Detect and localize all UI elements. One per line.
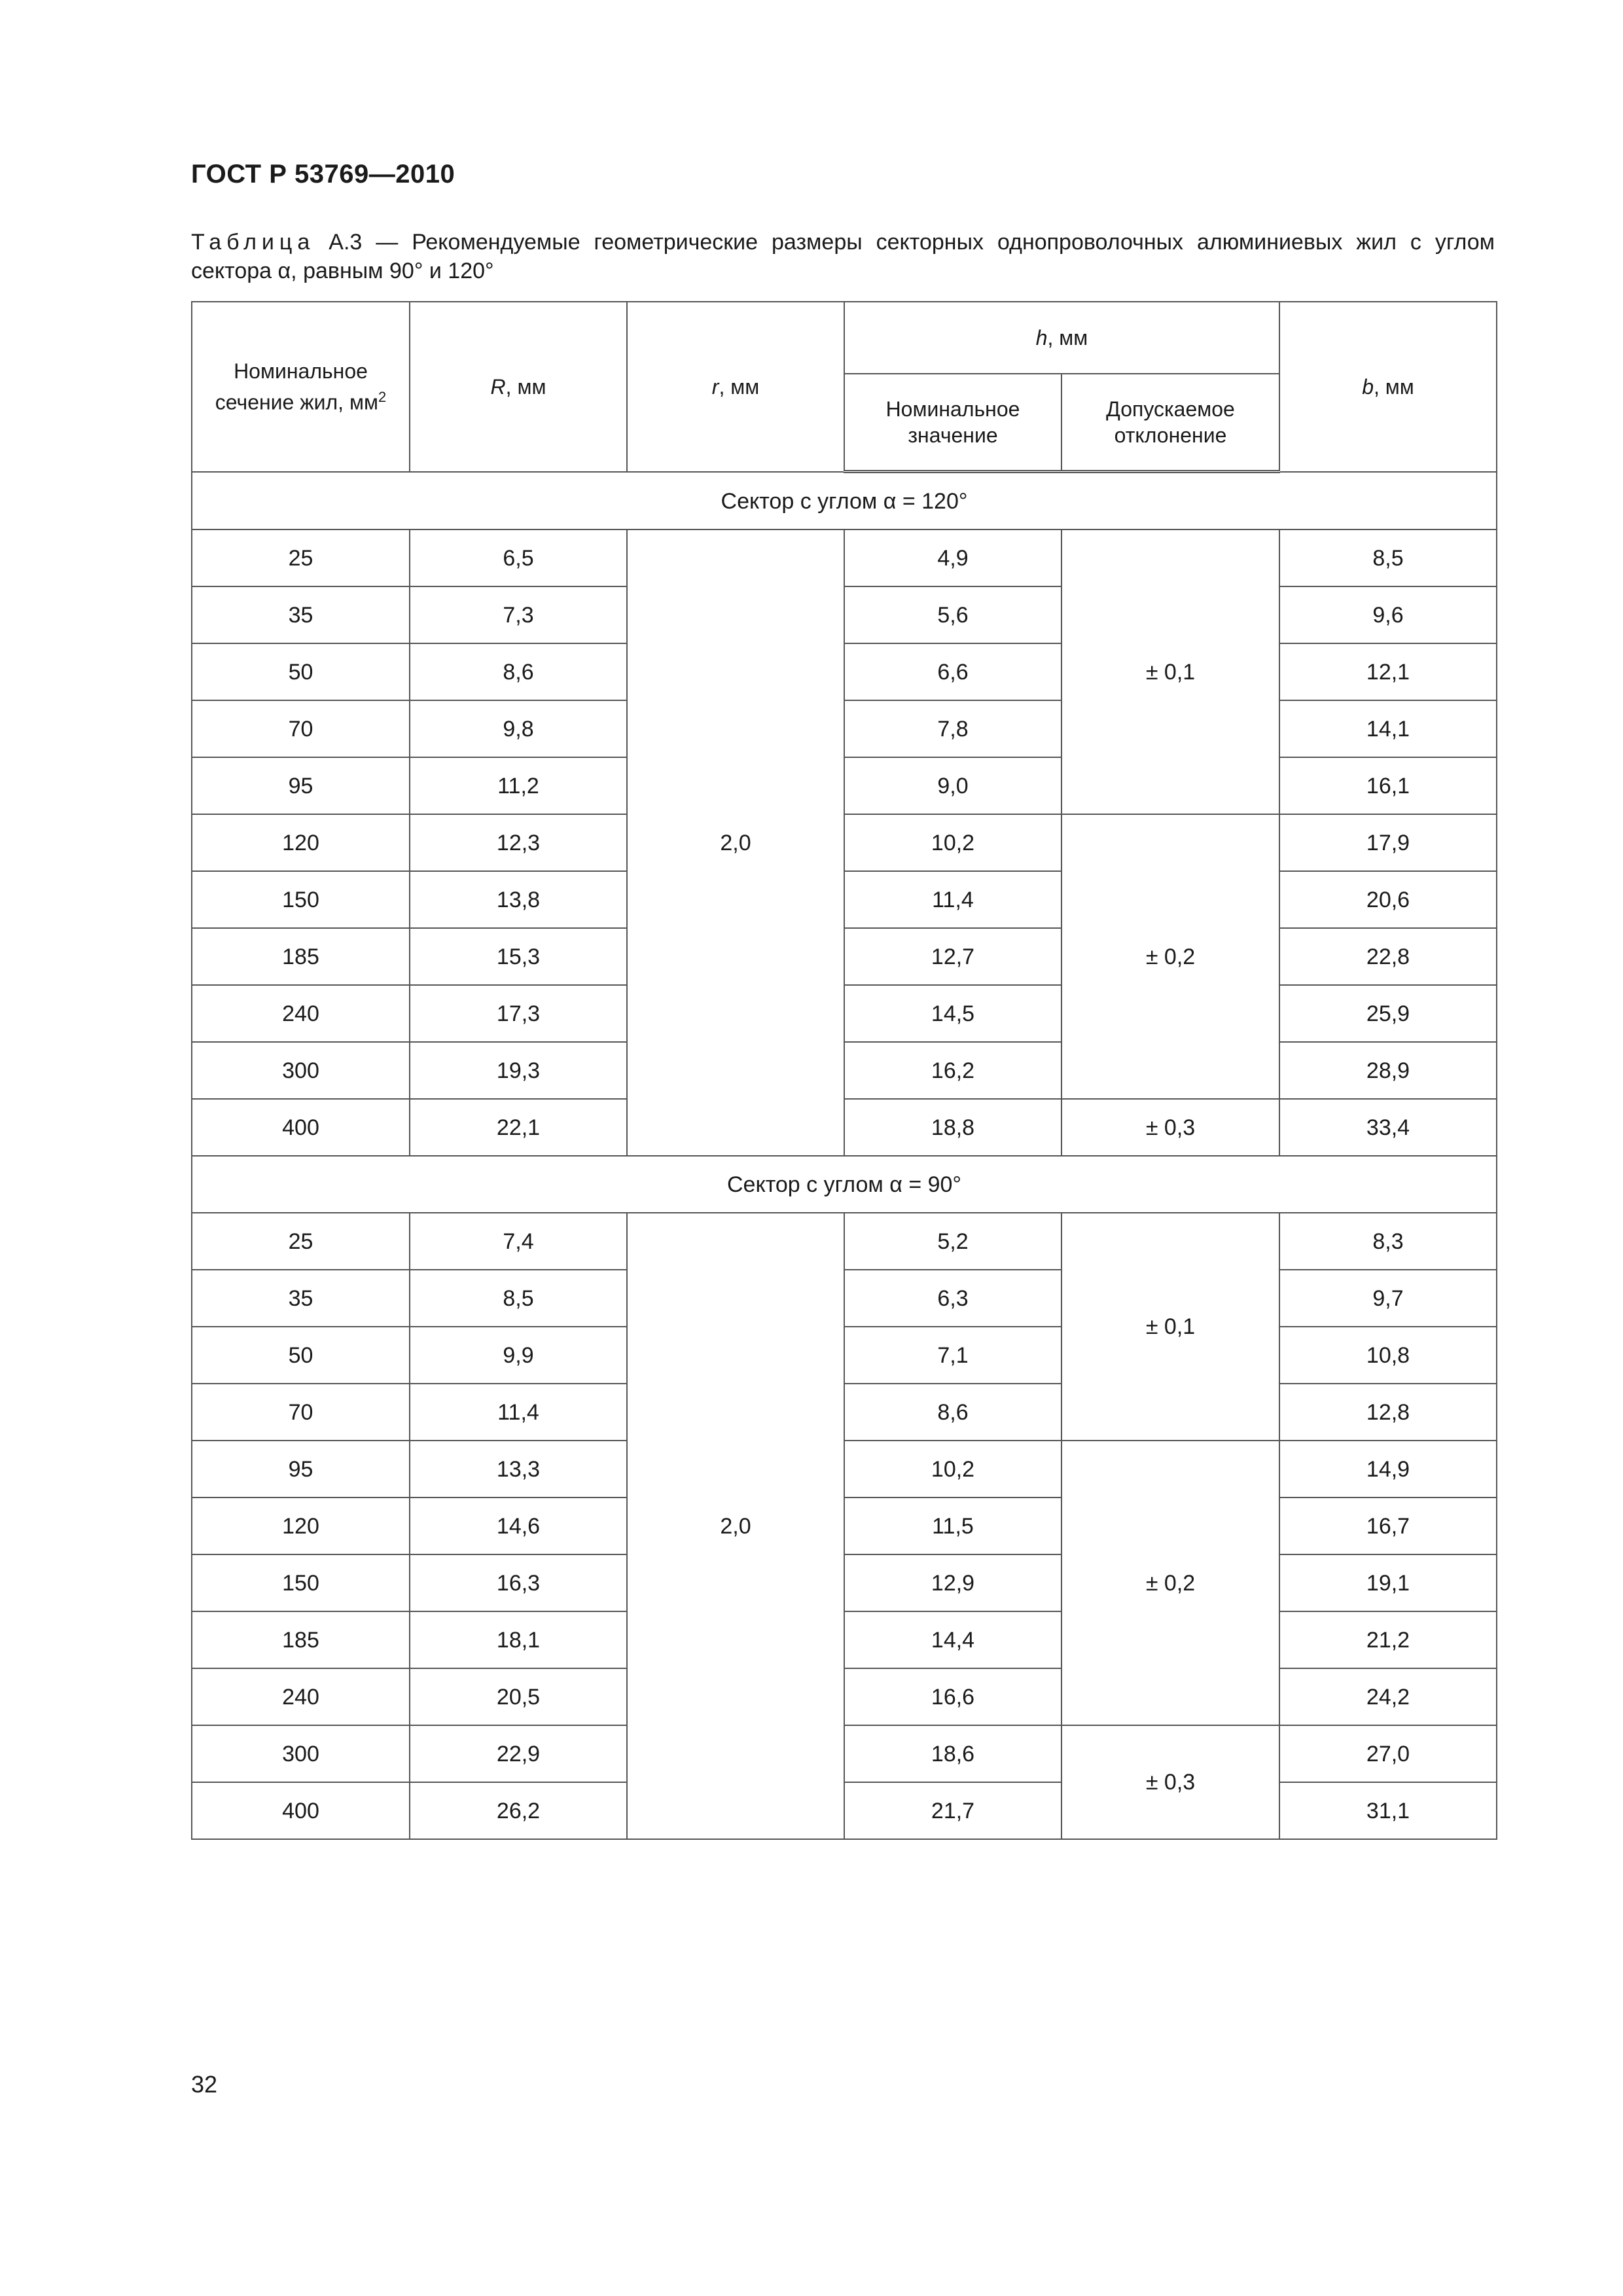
cell-b: 22,8 xyxy=(1279,928,1497,985)
cell-h-nominal: 6,3 xyxy=(844,1270,1061,1327)
cell-section: 300 xyxy=(192,1725,410,1782)
cell-section: 120 xyxy=(192,814,410,871)
cell-section: 25 xyxy=(192,529,410,586)
table-row xyxy=(192,1668,1497,1725)
cell-h-nominal: 10,2 xyxy=(844,814,1061,871)
cell-h-nominal: 14,5 xyxy=(844,985,1061,1042)
cell-R: 16,3 xyxy=(410,1554,627,1611)
table-row xyxy=(192,871,1497,928)
cell-R: 7,4 xyxy=(410,1213,627,1270)
cell-section: 240 xyxy=(192,1668,410,1725)
cell-b: 27,0 xyxy=(1279,1725,1497,1782)
caption-label: Таблица xyxy=(191,230,315,255)
cell-b: 16,7 xyxy=(1279,1498,1497,1554)
cell-section: 300 xyxy=(192,1042,410,1099)
cell-b: 12,8 xyxy=(1279,1384,1497,1441)
header-b: b, мм xyxy=(1279,302,1497,472)
cell-h-tolerance: ± 0,1 xyxy=(1061,1213,1279,1441)
cell-section: 185 xyxy=(192,928,410,985)
cell-b: 31,1 xyxy=(1279,1782,1497,1839)
cell-b: 10,8 xyxy=(1279,1327,1497,1384)
table-row xyxy=(192,1725,1497,1782)
cell-b: 9,6 xyxy=(1279,586,1497,643)
cell-b: 24,2 xyxy=(1279,1668,1497,1725)
cell-h-nominal: 14,4 xyxy=(844,1611,1061,1668)
cell-R: 9,8 xyxy=(410,700,627,757)
cell-R: 26,2 xyxy=(410,1782,627,1839)
cell-R: 14,6 xyxy=(410,1498,627,1554)
cell-section: 240 xyxy=(192,985,410,1042)
cell-h-nominal: 18,8 xyxy=(844,1099,1061,1156)
cell-h-nominal: 16,2 xyxy=(844,1042,1061,1099)
table-row xyxy=(192,1213,1497,1270)
cell-R: 11,4 xyxy=(410,1384,627,1441)
table-row xyxy=(192,928,1497,985)
table-row xyxy=(192,700,1497,757)
cell-h-tolerance: ± 0,3 xyxy=(1061,1099,1279,1156)
cell-b: 16,1 xyxy=(1279,757,1497,814)
cell-b: 21,2 xyxy=(1279,1611,1497,1668)
cell-R: 22,9 xyxy=(410,1725,627,1782)
table-caption xyxy=(191,228,1495,285)
cell-section: 35 xyxy=(192,586,410,643)
cell-R: 11,2 xyxy=(410,757,627,814)
cell-b: 33,4 xyxy=(1279,1099,1497,1156)
cell-h-nominal: 12,7 xyxy=(844,928,1061,985)
cell-section: 185 xyxy=(192,1611,410,1668)
table-row xyxy=(192,1782,1497,1839)
document-code: ГОСТ Р 53769—2010 xyxy=(191,160,455,188)
cell-section: 70 xyxy=(192,1384,410,1441)
cell-R: 8,5 xyxy=(410,1270,627,1327)
cell-R: 17,3 xyxy=(410,985,627,1042)
cell-h-nominal: 12,9 xyxy=(844,1554,1061,1611)
cell-h-nominal: 11,4 xyxy=(844,871,1061,928)
cell-b: 20,6 xyxy=(1279,871,1497,928)
header-R: R, мм xyxy=(410,302,627,472)
cell-R: 8,6 xyxy=(410,643,627,700)
table-row xyxy=(192,1498,1497,1554)
cell-h-nominal: 4,9 xyxy=(844,529,1061,586)
table-row xyxy=(192,1384,1497,1441)
cell-b: 8,3 xyxy=(1279,1213,1497,1270)
cell-h-tolerance: ± 0,1 xyxy=(1061,529,1279,814)
cell-h-nominal: 10,2 xyxy=(844,1441,1061,1498)
table-row xyxy=(192,1327,1497,1384)
cell-section: 95 xyxy=(192,757,410,814)
cell-R: 6,5 xyxy=(410,529,627,586)
table-row xyxy=(192,814,1497,871)
cell-R: 13,3 xyxy=(410,1441,627,1498)
header-h-tolerance: Допускаемое отклонение xyxy=(1061,374,1279,472)
page-number: 32 xyxy=(191,2071,218,2098)
cell-R: 12,3 xyxy=(410,814,627,871)
header-h-nominal: Номинальное значение xyxy=(844,374,1061,472)
cell-R: 22,1 xyxy=(410,1099,627,1156)
table-row xyxy=(192,586,1497,643)
table-row xyxy=(192,1611,1497,1668)
cell-section: 150 xyxy=(192,871,410,928)
cell-section: 400 xyxy=(192,1782,410,1839)
cell-section: 150 xyxy=(192,1554,410,1611)
cell-b: 14,9 xyxy=(1279,1441,1497,1498)
cell-R: 20,5 xyxy=(410,1668,627,1725)
cell-h-nominal: 16,6 xyxy=(844,1668,1061,1725)
cell-section: 95 xyxy=(192,1441,410,1498)
cell-section: 120 xyxy=(192,1498,410,1554)
table-row xyxy=(192,1270,1497,1327)
table-row xyxy=(192,985,1497,1042)
cell-R: 7,3 xyxy=(410,586,627,643)
cell-section: 70 xyxy=(192,700,410,757)
table-row xyxy=(192,1554,1497,1611)
cell-R: 9,9 xyxy=(410,1327,627,1384)
cell-r: 2,0 xyxy=(627,529,844,1156)
caption-text: А.3 — Рекомендуемые геометрические размеры секторных однопроволочных алюминиевых жил с углом сектора α, равным 90° и 120° xyxy=(191,230,1495,283)
cell-b: 25,9 xyxy=(1279,985,1497,1042)
cell-h-nominal: 5,2 xyxy=(844,1213,1061,1270)
cell-h-nominal: 11,5 xyxy=(844,1498,1061,1554)
header-h: h, мм xyxy=(844,302,1279,374)
cell-b: 19,1 xyxy=(1279,1554,1497,1611)
cell-R: 18,1 xyxy=(410,1611,627,1668)
cell-section: 50 xyxy=(192,1327,410,1384)
cell-R: 19,3 xyxy=(410,1042,627,1099)
cell-h-nominal: 7,1 xyxy=(844,1327,1061,1384)
table-row xyxy=(192,1099,1497,1156)
table-row xyxy=(192,643,1497,700)
cell-section: 35 xyxy=(192,1270,410,1327)
cell-b: 17,9 xyxy=(1279,814,1497,871)
dimensions-table xyxy=(191,301,1497,1840)
cell-R: 15,3 xyxy=(410,928,627,985)
cell-section: 50 xyxy=(192,643,410,700)
table-row xyxy=(192,757,1497,814)
cell-b: 8,5 xyxy=(1279,529,1497,586)
cell-h-nominal: 21,7 xyxy=(844,1782,1061,1839)
cell-h-nominal: 9,0 xyxy=(844,757,1061,814)
cell-b: 28,9 xyxy=(1279,1042,1497,1099)
section-title: Сектор с углом α = 120° xyxy=(192,472,1497,530)
cell-h-tolerance: ± 0,2 xyxy=(1061,1441,1279,1725)
table-row xyxy=(192,529,1497,586)
header-r: r, мм xyxy=(627,302,844,472)
table-row xyxy=(192,1441,1497,1498)
cell-h-nominal: 8,6 xyxy=(844,1384,1061,1441)
header-nominal-section: Номинальное сечение жил, $мм^2$ xyxy=(192,302,410,472)
cell-h-nominal: 7,8 xyxy=(844,700,1061,757)
cell-section: 25 xyxy=(192,1213,410,1270)
cell-b: 9,7 xyxy=(1279,1270,1497,1327)
cell-section: 400 xyxy=(192,1099,410,1156)
cell-h-nominal: 5,6 xyxy=(844,586,1061,643)
cell-R: 13,8 xyxy=(410,871,627,928)
cell-b: 14,1 xyxy=(1279,700,1497,757)
cell-h-tolerance: ± 0,2 xyxy=(1061,814,1279,1099)
section-title: Сектор с углом α = 90° xyxy=(192,1156,1497,1213)
cell-r: 2,0 xyxy=(627,1213,844,1839)
cell-b: 12,1 xyxy=(1279,643,1497,700)
table-row xyxy=(192,1042,1497,1099)
cell-h-nominal: 18,6 xyxy=(844,1725,1061,1782)
cell-h-tolerance: ± 0,3 xyxy=(1061,1725,1279,1839)
cell-h-nominal: 6,6 xyxy=(844,643,1061,700)
